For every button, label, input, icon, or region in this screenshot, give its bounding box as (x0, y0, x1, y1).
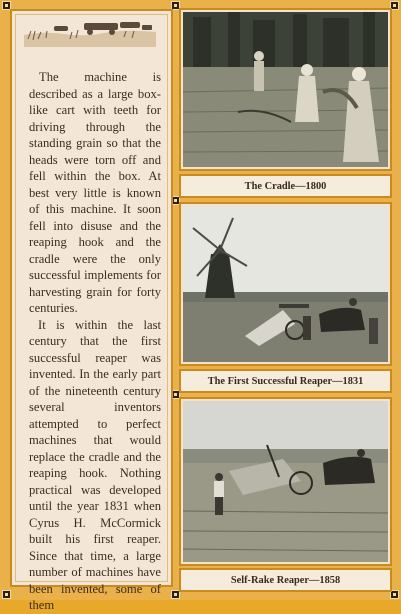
article-body (29, 69, 161, 614)
first-reaper-photo-image (183, 206, 388, 362)
paragraph: It is within the last century that the first successful reaper was invented. In the early part of the nineteenth century several inventors attempted to perfect machines that would replace the cradle and the reaping hook. Nothing practical was developed until the year 1831 when Cyrus H. McCormick built his first reaper. Since that time, a large number of machines have been invented, some of them (29, 317, 161, 612)
article-text-column (10, 9, 173, 612)
self-rake-reaper-photo-image (183, 401, 388, 562)
harvest-banner-illustration (24, 17, 156, 47)
caption-cradle: The Cradle—1800 (179, 174, 392, 198)
caption-first-reaper: The First Successful Reaper—1831 (179, 369, 392, 393)
photo-frame-first-reaper (179, 202, 392, 366)
corner-ornament-icon (2, 590, 11, 599)
paragraph: The machine is described as a large box-like cart with teeth for driving through the standing grain so that the heads were torn off and fell within the box. At best very little is known of this machine. It soon fell into disuse and the reaping hook and the cradle were the only successful implements for harvesting grain for forty centuries. (29, 70, 161, 315)
photo-first-reaper (183, 206, 388, 362)
photo-frame-self-rake-reaper (179, 397, 392, 566)
photo-cradle (183, 12, 388, 167)
caption-self-rake-reaper: Self-Rake Reaper—1858 (179, 568, 392, 592)
cradle-photo-image (183, 12, 388, 167)
photo-self-rake-reaper (183, 401, 388, 562)
photo-frame-cradle (179, 8, 392, 171)
